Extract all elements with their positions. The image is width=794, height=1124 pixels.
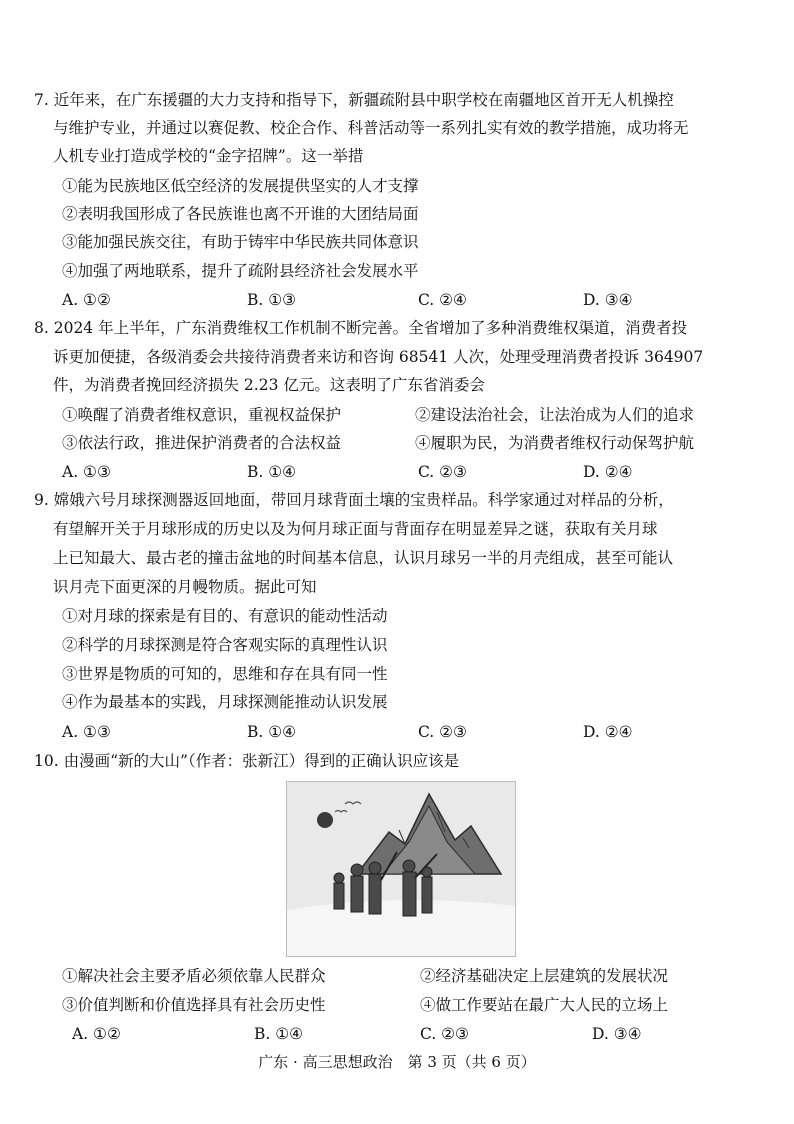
q10-option-3: ③价值判断和价值选择具有社会历史性 <box>62 996 326 1014</box>
q7-choice-c[interactable]: C. ②④ <box>418 291 467 309</box>
q8-choice-a[interactable]: A. ①③ <box>62 463 111 481</box>
q9-option-1: ①对月球的探索是有目的、有意识的能动性活动 <box>62 607 388 625</box>
q8-option-2: ②建设法治社会，让法治成为人们的追求 <box>415 406 695 424</box>
q10-option-1: ①解决社会主要矛盾必须依靠人民群众 <box>62 967 326 985</box>
q7-choice-d[interactable]: D. ③④ <box>583 291 633 309</box>
q9-stem-line-4: 识月壳下面更深的月幔物质。据此可知 <box>53 578 317 596</box>
q10-choice-c[interactable]: C. ②③ <box>420 1025 469 1043</box>
q9-option-3: ③世界是物质的可知的，思维和存在具有同一性 <box>62 665 388 683</box>
page-footer: 广东 · 高三思想政治 第 3 页（共 6 页） <box>258 1053 536 1071</box>
q8-stem-line-1: 8. 2024 年上半年，广东消费维权工作机制不断完善。全省增加了多种消费维权渠道，消费者投 <box>34 319 688 337</box>
q10-choice-b[interactable]: B. ①④ <box>254 1025 304 1043</box>
cartoon-illustration <box>287 782 515 956</box>
q9-choice-d[interactable]: D. ②④ <box>583 723 633 741</box>
q8-option-1: ①唤醒了消费者维权意识，重视权益保护 <box>62 406 342 424</box>
q10-choice-a[interactable]: A. ①② <box>72 1025 121 1043</box>
q8-choice-b[interactable]: B. ①④ <box>247 463 297 481</box>
q9-option-2: ②科学的月球探测是符合客观实际的真理性认识 <box>62 636 388 654</box>
q9-choice-c[interactable]: C. ②③ <box>418 723 467 741</box>
q8-choice-c[interactable]: C. ②③ <box>418 463 467 481</box>
q7-option-1: ①能为民族地区低空经济的发展提供坚实的人才支撑 <box>62 177 419 195</box>
q8-option-4: ④履职为民，为消费者维权行动保驾护航 <box>415 434 695 452</box>
q7-choice-b[interactable]: B. ①③ <box>247 291 297 309</box>
q7-option-3: ③能加强民族交往，有助于铸牢中华民族共同体意识 <box>62 233 419 251</box>
q8-stem-line-2: 诉更加便捷，各级消委会共接待消费者来访和咨询 68541 人次，处理受理消费者投诉 364907 <box>53 348 704 366</box>
q7-choice-a[interactable]: A. ①② <box>62 291 111 309</box>
q9-choice-b[interactable]: B. ①④ <box>247 723 297 741</box>
q7-stem-line-2: 与维护专业，并通过以赛促教、校企合作、科普活动等一系列扎实有效的教学措施，成功将无 <box>53 119 689 137</box>
cartoon-new-big-mountain <box>286 781 516 957</box>
q10-option-4: ④做工作要站在最广大人民的立场上 <box>420 996 669 1014</box>
q10-stem: 10. 由漫画“新的大山”（作者：张新江）得到的正确认识应该是 <box>34 752 460 770</box>
q8-choice-d[interactable]: D. ②④ <box>583 463 633 481</box>
q8-stem-line-3: 件，为消费者挽回经济损失 2.23 亿元。这表明了广东省消委会 <box>53 376 485 394</box>
q9-choice-a[interactable]: A. ①③ <box>62 723 111 741</box>
q7-stem-line-1: 7. 近年来，在广东援疆的大力支持和指导下，新疆疏附县中职学校在南疆地区首开无人机操控 <box>34 91 674 109</box>
q7-option-2: ②表明我国形成了各民族谁也离不开谁的大团结局面 <box>62 205 419 223</box>
q9-stem-line-3: 上已知最大、最古老的撞击盆地的时间基本信息，认识月球另一半的月壳组成，甚至可能认 <box>53 549 674 567</box>
q10-choice-d[interactable]: D. ③④ <box>592 1025 642 1043</box>
q8-option-3: ③依法行政，推进保护消费者的合法权益 <box>62 434 342 452</box>
q7-stem-line-3: 人机专业打造成学校的“金字招牌”。这一举措 <box>53 147 364 165</box>
q9-stem-line-1: 9. 嫦娥六号月球探测器返回地面，带回月球背面土壤的宝贵样品。科学家通过对样品的分析， <box>34 491 674 509</box>
q10-option-2: ②经济基础决定上层建筑的发展状况 <box>420 967 669 985</box>
q9-option-4: ④作为最基本的实践，月球探测能推动认识发展 <box>62 693 388 711</box>
q7-option-4: ④加强了两地联系，提升了疏附县经济社会发展水平 <box>62 262 419 280</box>
q9-stem-line-2: 有望解开关于月球形成的历史以及为何月球正面与背面存在明显差异之谜，获取有关月球 <box>53 520 658 538</box>
